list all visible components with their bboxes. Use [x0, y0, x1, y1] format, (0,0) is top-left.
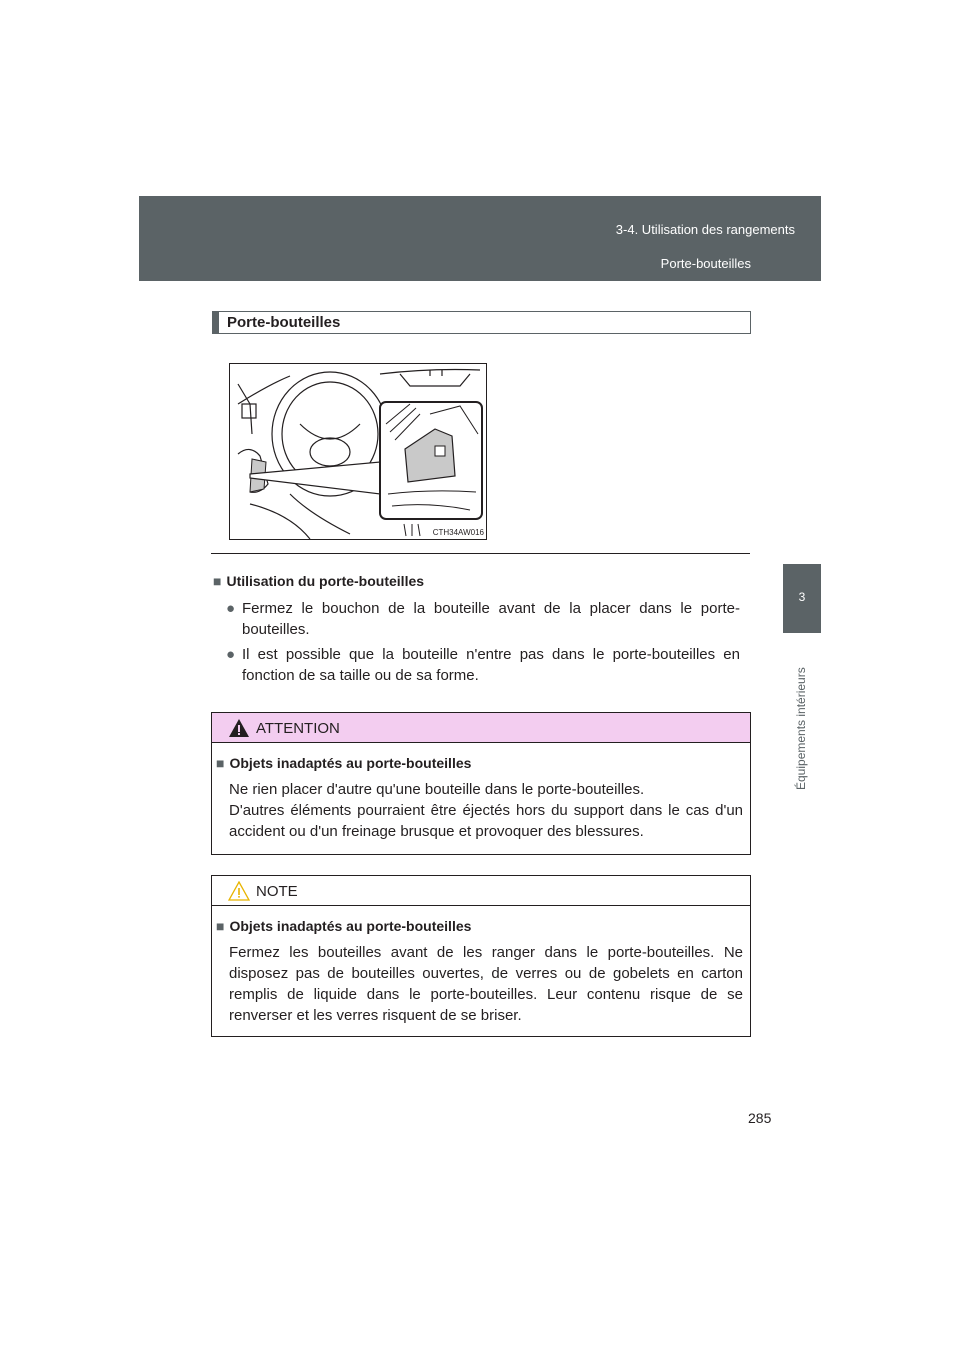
section-divider — [211, 553, 750, 554]
dashboard-drawing — [230, 364, 486, 539]
note-title: NOTE — [256, 883, 298, 900]
page-number: 285 — [748, 1110, 772, 1126]
bottle-holder-illustration — [229, 363, 487, 540]
attention-box — [211, 712, 751, 855]
chapter-tab-number: 3 — [798, 590, 806, 604]
figure-code: CTH34AW016 — [432, 528, 484, 537]
usage-bullet — [226, 644, 740, 686]
section-title-header: Porte-bouteilles — [660, 256, 751, 271]
usage-heading — [213, 573, 424, 589]
note-heading-text: Objets inadaptés au porte-bouteilles — [229, 918, 472, 934]
title-accent — [213, 312, 219, 333]
square-bullet-icon: ■ — [216, 755, 225, 771]
section-title-bar — [212, 311, 751, 334]
attention-heading — [216, 755, 471, 771]
note-box — [211, 875, 751, 1037]
chapter-tab-label: Équipements intérieurs — [794, 667, 808, 790]
attention-header — [212, 713, 750, 743]
caution-triangle-icon — [228, 881, 250, 901]
attention-body: Ne rien placer d'autre qu'une bouteille dans le porte-bouteilles. — [229, 781, 645, 798]
usage-bullet-text: Il est possible que la bouteille n'entre pas dans le porte-bouteilles en fonction de sa taille ou de sa forme. — [242, 646, 740, 684]
circle-bullet-icon: ● — [226, 646, 236, 663]
warning-triangle-icon — [228, 718, 250, 738]
attention-body-2: D'autres éléments pourraient être éjectés hors du support dans le cas d'un accident ou d'un freinage brusque et provoquer des blessures. — [229, 802, 743, 840]
chapter-title: 3-4. Utilisation des rangements — [615, 222, 795, 237]
square-bullet-icon: ■ — [213, 573, 222, 589]
usage-bullet — [226, 598, 740, 640]
usage-heading-text: Utilisation du porte-bouteilles — [226, 573, 425, 589]
chapter-tab-label-wrap — [790, 640, 814, 790]
square-bullet-icon: ■ — [216, 918, 225, 934]
page-header — [139, 196, 821, 281]
usage-bullet-text: Fermez le bouchon de la bouteille avant de la placer dans le porte-bouteilles. — [242, 600, 740, 638]
section-title: Porte-bouteilles — [227, 314, 341, 331]
note-body: Fermez les bouteilles avant de les ranger dans le porte-bouteilles. Ne disposez pas de bouteilles ouvertes, de verres ou de gobelets en carton remplis de liquide dans le porte-bouteilles. Leur contenu risque de se renverser et les verres risquent de se briser. — [229, 944, 743, 1024]
attention-title: ATTENTION — [256, 720, 340, 737]
note-header — [212, 876, 750, 906]
circle-bullet-icon: ● — [226, 600, 236, 617]
attention-heading-text: Objets inadaptés au porte-bouteilles — [229, 755, 472, 771]
chapter-tab — [783, 564, 821, 633]
note-heading — [216, 918, 471, 934]
